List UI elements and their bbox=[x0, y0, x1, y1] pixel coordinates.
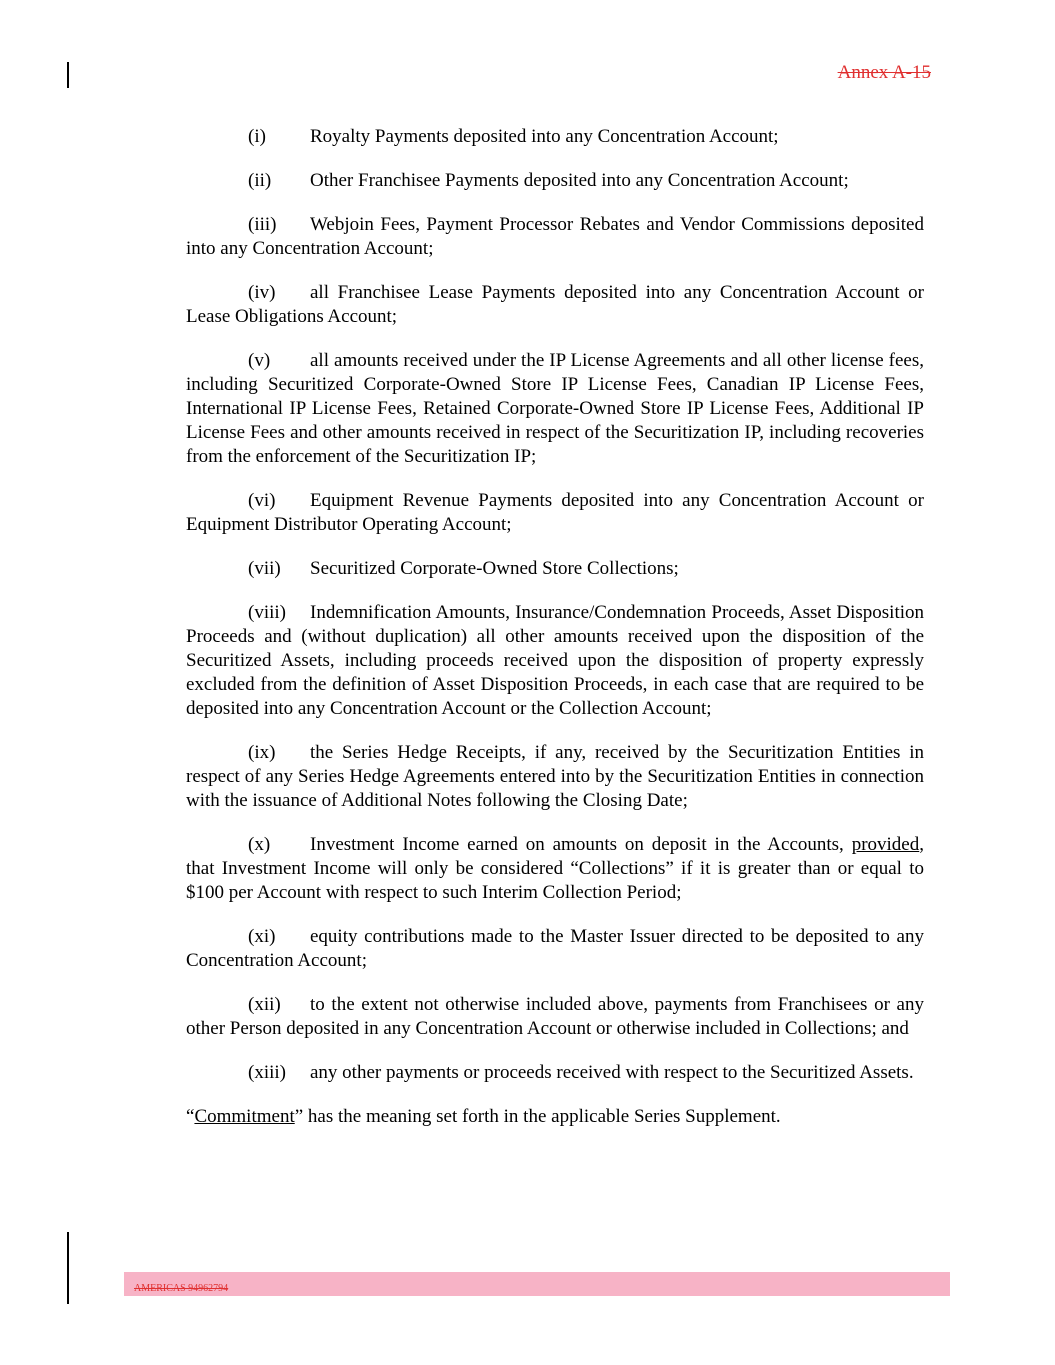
clause-item bbox=[186, 601, 924, 721]
clause-text: all Franchisee Lease Payments deposited into any Concentration Account or Lease Obligations Account; bbox=[186, 282, 924, 327]
clause-number: (xiii) bbox=[248, 1062, 286, 1083]
clause-item bbox=[186, 489, 924, 537]
clause-number: (x) bbox=[248, 834, 271, 855]
clause-number: (ii) bbox=[248, 170, 272, 191]
clause-text-before: Investment Income earned on amounts on deposit in the Accounts, bbox=[310, 834, 852, 855]
clause-item bbox=[186, 925, 924, 973]
clause-number: (viii) bbox=[248, 602, 286, 623]
clause-item bbox=[186, 213, 924, 261]
clause-number: (vii) bbox=[248, 558, 281, 579]
clause-item bbox=[186, 557, 924, 581]
clause-number: (i) bbox=[248, 126, 266, 147]
clause-text: the Series Hedge Receipts, if any, received by the Securitization Entities in respect of any Series Hedge Agreements entered into by the Securitization Entities in connection with the issuance of Additional Notes following the Closing Date; bbox=[186, 742, 924, 811]
change-bar-bottom bbox=[67, 1232, 69, 1304]
clause-number: (ix) bbox=[248, 742, 276, 763]
footer-highlight-bar bbox=[124, 1272, 950, 1296]
clause-text: Securitized Corporate-Owned Store Collections; bbox=[310, 558, 679, 579]
clause-item bbox=[186, 125, 924, 149]
provided-term: provided bbox=[851, 834, 920, 855]
annex-page-label: Annex A-15 bbox=[837, 62, 931, 83]
definition-commitment bbox=[186, 1105, 924, 1129]
clause-text-after: , that Investment Income will only be considered “Collections” if it is greater than or equal to $100 per Account with respect to such Interim Collection Period; bbox=[186, 834, 924, 903]
clause-text: Other Franchisee Payments deposited into any Concentration Account; bbox=[310, 170, 849, 191]
clause-number: (xi) bbox=[248, 926, 276, 947]
clause-text: equity contributions made to the Master Issuer directed to be deposited to any Concentration Account; bbox=[186, 926, 924, 971]
clause-item bbox=[186, 281, 924, 329]
clause-text: all amounts received under the IP License Agreements and all other license fees, including Securitized Corporate-Owned Store IP License Fees, Canadian IP License Fees, International IP License Fees, Retained Corporate-Owned Store IP License Fees, Additional IP License Fees and other amounts received in respect of the Securitization IP, including recoveries from the enforcement of the Securitization IP; bbox=[186, 350, 924, 467]
clause-number: (vi) bbox=[248, 490, 276, 511]
clause-number: (v) bbox=[248, 350, 271, 371]
defined-term: Commitment bbox=[194, 1106, 295, 1127]
definition-open-quote: “ bbox=[186, 1106, 195, 1127]
footer-document-id: AMERICAS 94962794 bbox=[134, 1283, 229, 1294]
clause-item bbox=[186, 1061, 924, 1085]
clause-text: Equipment Revenue Payments deposited into any Concentration Account or Equipment Distributor Operating Account; bbox=[186, 490, 924, 535]
clause-item bbox=[186, 833, 924, 905]
clause-text: Indemnification Amounts, Insurance/Condemnation Proceeds, Asset Disposition Proceeds and (without duplication) all other amounts received upon the disposition of the Securitized Assets, including proceeds received upon the disposition of property expressly excluded from the definition of Asset Disposition Proceeds, in each case that are required to be deposited into any Concentration Account or the Collection Account; bbox=[186, 602, 924, 719]
definition-text: ” has the meaning set forth in the applicable Series Supplement. bbox=[294, 1106, 781, 1127]
clause-item bbox=[186, 349, 924, 469]
clause-text: Webjoin Fees, Payment Processor Rebates and Vendor Commissions deposited into any Concentration Account; bbox=[186, 214, 924, 259]
clause-number: (xii) bbox=[248, 994, 281, 1015]
clause-text: any other payments or proceeds received with respect to the Securitized Assets. bbox=[310, 1062, 914, 1083]
clause-item bbox=[186, 741, 924, 813]
clause-number: (iv) bbox=[248, 282, 276, 303]
change-bar-top bbox=[67, 62, 69, 88]
clause-item bbox=[186, 169, 924, 193]
clause-number: (iii) bbox=[248, 214, 277, 235]
document-body bbox=[186, 125, 924, 1129]
clause-text: Royalty Payments deposited into any Concentration Account; bbox=[310, 126, 779, 147]
clause-item bbox=[186, 993, 924, 1041]
clause-text: to the extent not otherwise included above, payments from Franchisees or any other Person deposited in any Concentration Account or otherwise included in Collections; and bbox=[186, 994, 924, 1039]
